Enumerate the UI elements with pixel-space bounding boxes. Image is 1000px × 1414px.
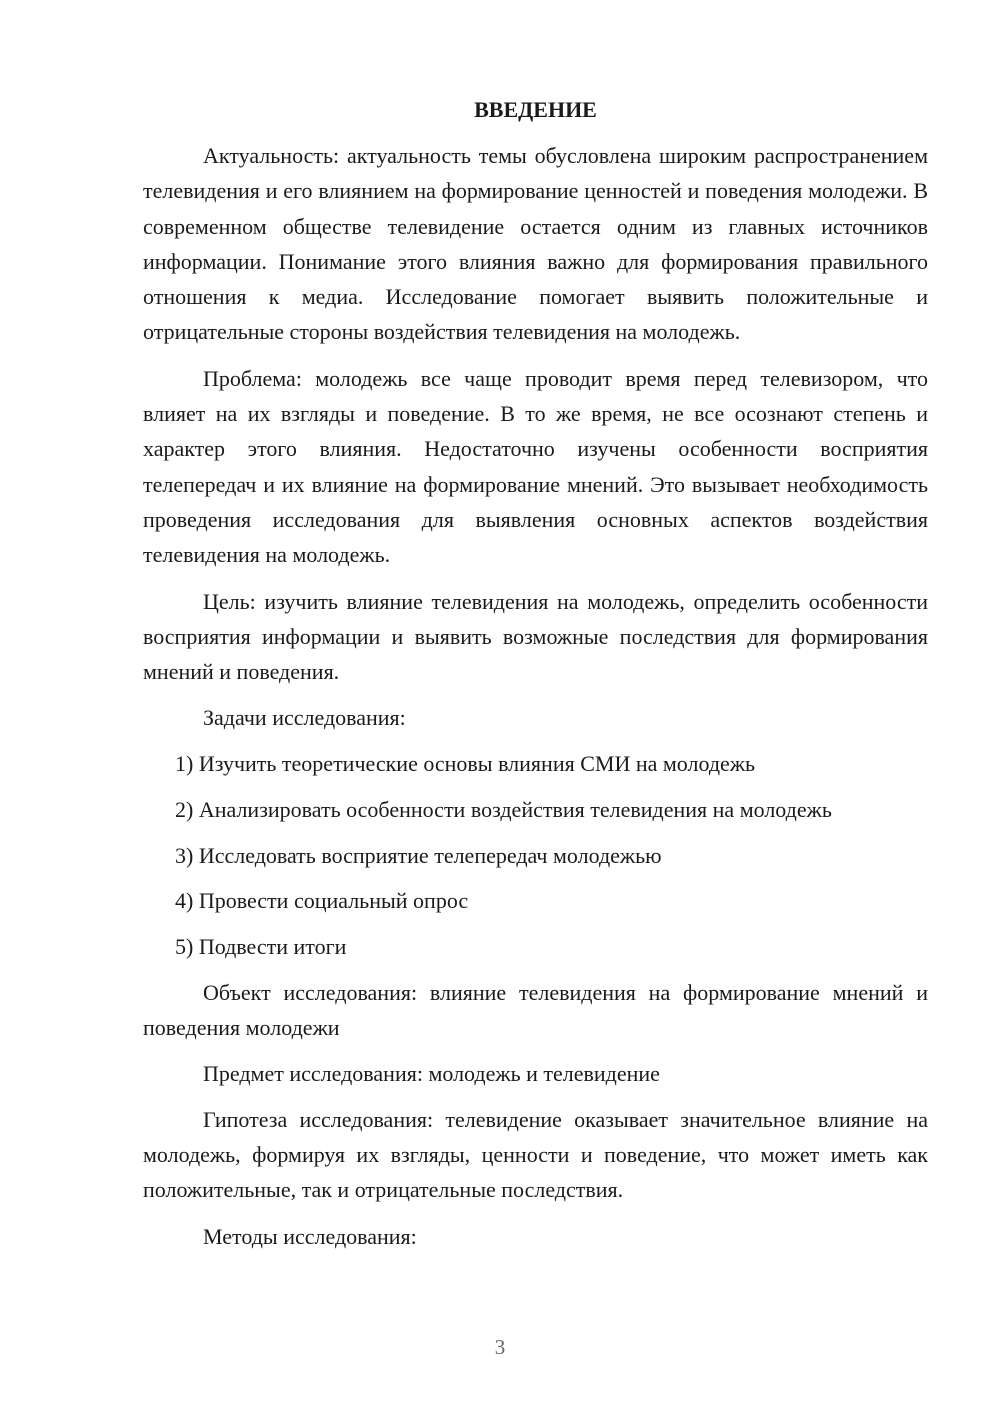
list-item: 2) Анализировать особенности воздействия телевидения на молодежь	[175, 796, 832, 822]
document-page	[143, 92, 928, 1264]
methods-heading: Методы исследования:	[203, 1223, 417, 1249]
page-number: 3	[494, 1335, 506, 1359]
subject-paragraph: Предмет исследования: молодежь и телевидение	[203, 1061, 660, 1087]
list-item: 1) Изучить теоретические основы влияния СМИ на молодежь	[175, 751, 756, 777]
problem-paragraph: Проблема: молодежь все чаще проводит время перед телевизором, что влияет на их взгляды и поведение. В то же время, не все осознают степень и характер этого влияния. Недостаточно изучены особенности восприятия телепередач и их влияние на формирование мнений. Это вызывает необходимость проведения исследования для выявления основных аспектов воздействия телевидения на молодежь.	[143, 365, 928, 568]
relevance-paragraph: Актуальность: актуальность темы обусловлена широким распространением телевидения и его влиянием на формирование ценностей и поведения молодежи. В современном обществе телевидение остается одним из главных источников информации. Понимание этого влияния важно для формирования правильного отношения к медиа. Исследование помогает выявить положительные и отрицательные стороны воздействия телевидения на молодежь.	[143, 143, 928, 345]
tasks-list	[143, 746, 928, 964]
hypothesis-paragraph: Гипотеза исследования: телевидение оказывает значительное влияние на молодежь, формируя их взгляды, ценности и поведение, что может иметь как положительные, так и отрицательные последствия.	[143, 1106, 928, 1203]
goal-paragraph: Цель: изучить влияние телевидения на молодежь, определить особенности восприятия информации и выявить возможные последствия для формирования мнений и поведения.	[143, 588, 928, 685]
object-paragraph: Объект исследования: влияние телевидения на формирование мнений и поведения молодежи	[143, 979, 928, 1040]
section-title: ВВЕДЕНИЕ	[474, 97, 597, 122]
list-item: 3) Исследовать восприятие телепередач молодежью	[175, 842, 662, 868]
list-item: 4) Провести социальный опрос	[175, 888, 469, 914]
list-item: 5) Подвести итоги	[175, 933, 347, 959]
tasks-heading: Задачи исследования:	[203, 705, 406, 731]
